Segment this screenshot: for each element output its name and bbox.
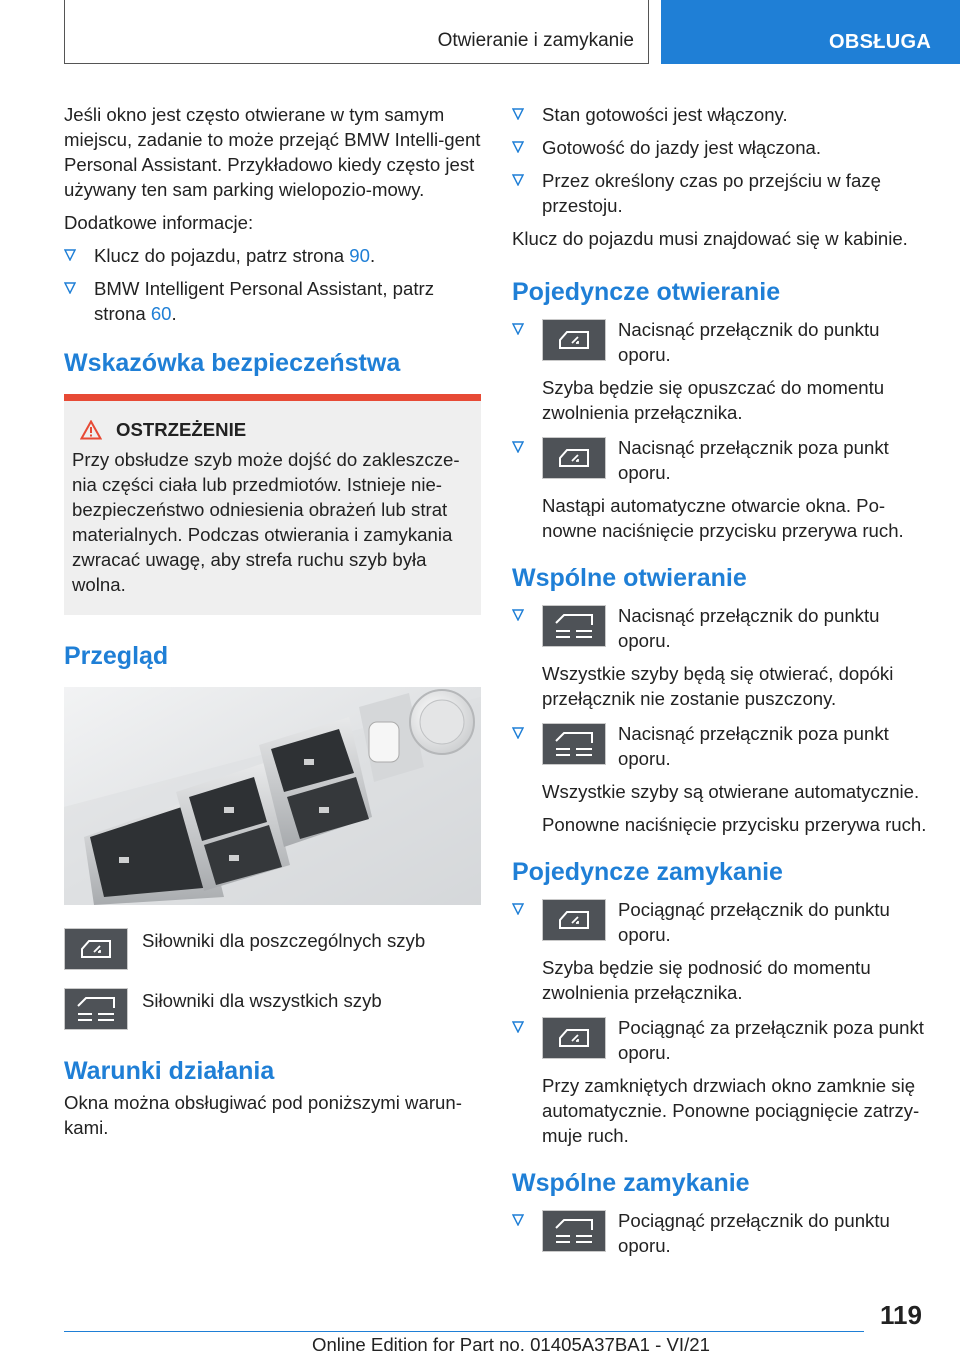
info-item-text: BMW Intelligent Personal Assistant, patrz strona	[94, 278, 434, 324]
warning-box	[64, 394, 481, 615]
single-window-switch-icon	[542, 437, 606, 479]
overview-heading: Przegląd	[64, 642, 169, 670]
intro-paragraph: Jeśli okno jest często otwierane w tym samym miejscu, zadanie to może przejąć BMW Intelli-gent Personal Assistant. Przykładowo kiedy często jest używany ten sam parking wielopozio-mowy.	[64, 104, 481, 200]
section-heading: Pojedyncze otwieranie	[512, 278, 781, 306]
conditions-heading: Warunki działania	[64, 1057, 275, 1085]
step-instruction: Nacisnąć przełącznik poza punkt oporu.	[618, 723, 889, 769]
step-instruction-row	[542, 603, 932, 653]
step-result: Nastąpi automatyczne otwarcie okna. Po-nowne naciśnięcie przycisku przerywa ruch.	[542, 495, 904, 541]
all-windows-switch-icon	[542, 1210, 606, 1252]
header-section-box	[64, 0, 649, 64]
bullet-triangle-icon	[512, 903, 524, 915]
all-windows-switch-icon	[542, 723, 606, 765]
procedure-step	[512, 721, 932, 837]
step-instruction: Nacisnąć przełącznik do punktu oporu.	[618, 319, 880, 365]
step-instruction-row	[542, 317, 932, 367]
procedure-step	[512, 603, 932, 711]
condition-text: Gotowość do jazdy jest włączona.	[542, 137, 822, 158]
procedure-step	[512, 897, 932, 1005]
header-chapter-label: OBSŁUGA	[829, 31, 932, 53]
step-instruction-row	[542, 721, 932, 771]
warning-header	[72, 419, 469, 441]
condition-text: Stan gotowości jest włączony.	[542, 104, 788, 125]
procedure-step	[512, 317, 932, 425]
procedure-step	[512, 1208, 932, 1258]
safety-heading: Wskazówka bezpieczeństwa	[64, 349, 401, 377]
procedure-step	[512, 1015, 932, 1148]
window-switches-photo	[64, 687, 481, 905]
info-item-tail: .	[171, 303, 177, 324]
step-result: Szyba będzie się opuszczać do momentu zwolnienia przełącznika.	[542, 377, 885, 423]
step-result: Szyba będzie się podnosić do momentu zwolnienia przełącznika.	[542, 957, 871, 1003]
bullet-triangle-icon	[512, 609, 524, 621]
single-window-switch-icon	[542, 1017, 606, 1059]
step-instruction: Pociągnąć za przełącznik poza punkt oporu.	[618, 1017, 924, 1063]
bullet-triangle-icon	[512, 1214, 524, 1226]
conditions-text: Okna można obsługiwać pod poniższymi warun-kami.	[64, 1092, 462, 1138]
bullet-triangle-icon	[512, 174, 524, 186]
procedure-sections	[512, 277, 932, 1258]
step-instruction: Pociągnąć przełącznik do punktu oporu.	[618, 1210, 890, 1256]
info-item-assistant	[64, 276, 481, 326]
right-column	[512, 102, 932, 1268]
warning-text: Przy obsłudze szyb może dojść do zakleszcze-nia części ciała lub przedmiotów. Istnieje nie-bezpieczeństwo odniesienia obrażeń lub strat materialnych. Podczas otwierania i zamykania zwracać uwagę, aby strefa ruchu szyb była wolna.	[72, 449, 460, 595]
single-window-switch-icon	[64, 928, 128, 970]
bullet-triangle-icon	[64, 282, 76, 294]
page-link-60[interactable]: 60	[150, 303, 172, 324]
step-result: Wszystkie szyby będą się otwierać, dopóki przełącznik nie zostanie puszczony.	[542, 663, 894, 709]
step-instruction-row	[542, 435, 932, 485]
single-window-switch-icon	[542, 899, 606, 941]
step-instruction: Nacisnąć przełącznik do punktu oporu.	[618, 605, 880, 651]
page-link-90[interactable]: 90	[349, 245, 370, 266]
bullet-triangle-icon	[512, 727, 524, 739]
page-number: 119	[880, 1300, 922, 1330]
footer-divider	[64, 1331, 864, 1332]
info-item-tail: .	[369, 245, 376, 266]
step-instruction-row	[542, 1208, 932, 1258]
bullet-triangle-icon	[512, 108, 524, 120]
conditions-list	[512, 102, 932, 218]
legend-label-all: Siłowniki dla wszystkich szyb	[142, 990, 382, 1011]
condition-item	[512, 102, 932, 127]
all-windows-switch-icon	[542, 605, 606, 647]
bullet-triangle-icon	[512, 1021, 524, 1033]
edition-note: Online Edition for Part no. 01405A37BA1 - VI/21	[312, 1334, 710, 1355]
legend-label-single: Siłowniki dla poszczególnych szyb	[142, 930, 426, 951]
legend-row-all	[64, 988, 481, 1030]
bullet-triangle-icon	[512, 323, 524, 335]
info-item-key	[64, 243, 481, 268]
step-result: Ponowne naciśnięcie przycisku przerywa ruch.	[542, 814, 927, 835]
step-instruction-row	[542, 1015, 932, 1065]
section-heading: Wspólne otwieranie	[512, 564, 747, 592]
step-instruction: Pociągnąć przełącznik do punktu oporu.	[618, 899, 890, 945]
more-info-label: Dodatkowe informacje:	[64, 212, 254, 233]
procedure-step	[512, 435, 932, 543]
section-heading: Wspólne zamykanie	[512, 1169, 750, 1197]
key-note: Klucz do pojazdu musi znajdować się w kabinie.	[512, 228, 908, 249]
info-list	[64, 243, 481, 326]
step-result: Przy zamkniętych drzwiach okno zamknie się automatycznie. Ponowne pociągnięcie zatrzy-muje ruch.	[542, 1075, 920, 1146]
header-chapter-tab[interactable]	[661, 0, 960, 64]
section-heading: Pojedyncze zamykanie	[512, 858, 783, 886]
warning-triangle-icon	[80, 420, 102, 440]
bullet-triangle-icon	[512, 441, 524, 453]
step-instruction-row	[542, 897, 932, 947]
left-column	[64, 102, 481, 1148]
all-windows-switch-icon	[64, 988, 128, 1030]
condition-item	[512, 135, 932, 160]
condition-text: Przez określony czas po przejściu w fazę przestoju.	[542, 170, 881, 216]
step-instruction: Nacisnąć przełącznik poza punkt oporu.	[618, 437, 889, 483]
bullet-triangle-icon	[64, 249, 76, 261]
legend-row-single	[64, 928, 481, 970]
step-result: Wszystkie szyby są otwierane automatycznie.	[542, 781, 920, 802]
header-section-title: Otwieranie i zamykanie	[437, 30, 634, 51]
bullet-triangle-icon	[512, 141, 524, 153]
info-item-text: Klucz do pojazdu, patrz strona	[94, 245, 350, 266]
condition-item	[512, 168, 932, 218]
warning-title: OSTRZEŻENIE	[116, 419, 247, 440]
single-window-switch-icon	[542, 319, 606, 361]
